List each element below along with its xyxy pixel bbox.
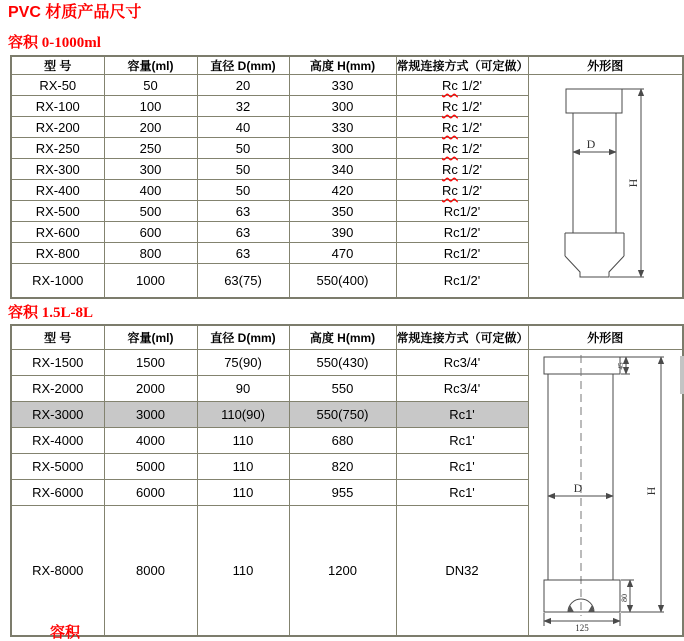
diameter-cell: 40 [197, 117, 289, 138]
diameter-cell: 63 [197, 243, 289, 264]
model-cell: RX-400 [11, 180, 104, 201]
diameter-cell: 110 [197, 428, 289, 454]
model-cell: RX-4000 [11, 428, 104, 454]
diameter-cell: 110 [197, 454, 289, 480]
connection-cell: Rc 1/2' [396, 75, 528, 96]
header-row [11, 56, 683, 75]
diameter-cell: 63 [197, 222, 289, 243]
vessel-base [544, 580, 620, 612]
height-cell: 550 [289, 376, 396, 402]
capacity-cell: 400 [104, 180, 197, 201]
scrollbar-thumb[interactable] [680, 356, 684, 394]
dim-label-d: D [573, 480, 583, 495]
connection-cell: Rc1' [396, 402, 528, 428]
connection-cell: Rc1/2' [396, 222, 528, 243]
vessel-cap [544, 357, 620, 374]
column-header: 直径 D(mm) [197, 325, 289, 350]
diameter-cell: 90 [197, 376, 289, 402]
column-header: 常规连接方式（可定做） [396, 325, 528, 350]
model-cell: RX-200 [11, 117, 104, 138]
height-cell: 390 [289, 222, 396, 243]
model-cell: RX-50 [11, 75, 104, 96]
connection-cell: Rc1/2' [396, 243, 528, 264]
height-cell: 820 [289, 454, 396, 480]
height-cell: 550(430) [289, 350, 396, 376]
model-cell: RX-300 [11, 159, 104, 180]
capacity-cell: 5000 [104, 454, 197, 480]
connection-cell: Rc 1/2' [396, 96, 528, 117]
model-cell: RX-600 [11, 222, 104, 243]
document-page [0, 4, 684, 641]
capacity-cell: 50 [104, 75, 197, 96]
diameter-cell: 63 [197, 201, 289, 222]
connection-cell: Rc1' [396, 428, 528, 454]
column-header: 型 号 [11, 325, 104, 350]
outline-drawing-cell [528, 350, 683, 637]
capacity-cell: 200 [104, 117, 197, 138]
diameter-cell: 32 [197, 96, 289, 117]
capacity-cell: 8000 [104, 506, 197, 637]
model-cell: RX-2000 [11, 376, 104, 402]
table-0-1000ml [10, 55, 684, 299]
dim-label-h: H [644, 486, 659, 495]
capacity-cell: 500 [104, 201, 197, 222]
table-1500-8000ml [10, 324, 684, 641]
model-cell: RX-5000 [11, 454, 104, 480]
section-heading-1500-8000ml: 容积 1.5L-8L [8, 305, 94, 321]
diameter-cell: 50 [197, 159, 289, 180]
connection-cell: Rc3/4' [396, 376, 528, 402]
connection-cell: Rc1' [396, 454, 528, 480]
model-cell: RX-8000 [11, 506, 104, 637]
page-title: PVC 材质产品尺寸 [8, 4, 142, 21]
height-cell: 350 [289, 201, 396, 222]
connection-cell: Rc1/2' [396, 264, 528, 299]
capacity-cell: 600 [104, 222, 197, 243]
capacity-cell: 1500 [104, 350, 197, 376]
height-cell: 1200 [289, 506, 396, 637]
height-cell: 955 [289, 480, 396, 506]
capacity-cell: 6000 [104, 480, 197, 506]
header-row [11, 325, 683, 350]
height-cell: 330 [289, 75, 396, 96]
capacity-cell: 1000 [104, 264, 197, 299]
connection-cell: Rc1' [396, 480, 528, 506]
diameter-cell: 63(75) [197, 264, 289, 299]
column-header: 容量(ml) [104, 325, 197, 350]
connection-cell: Rc 1/2' [396, 138, 528, 159]
misspelled-text: Rc [441, 77, 458, 93]
connection-cell: Rc3/4' [396, 350, 528, 376]
diameter-cell: 50 [197, 180, 289, 201]
model-cell: RX-3000 [11, 402, 104, 428]
height-cell: 300 [289, 96, 396, 117]
connection-cell: Rc 1/2' [396, 117, 528, 138]
clipped-next-heading: 容积 [50, 624, 81, 641]
height-cell: 550(750) [289, 402, 396, 428]
column-header: 直径 D(mm) [197, 56, 289, 75]
misspelled-text: Rc [441, 140, 458, 156]
model-cell: RX-1000 [11, 264, 104, 299]
dim-label-80: 80 [620, 593, 630, 602]
dim-label-45: 45 [617, 362, 626, 369]
dim-label-h: H [626, 178, 641, 188]
vessel-cap [566, 89, 622, 113]
column-header: 容量(ml) [104, 56, 197, 75]
model-cell: RX-500 [11, 201, 104, 222]
column-header: 外形图 [528, 325, 683, 350]
misspelled-text: Rc [441, 182, 458, 198]
connection-cell: DN32 [396, 506, 528, 637]
capacity-cell: 300 [104, 159, 197, 180]
misspelled-text: Rc [441, 119, 458, 135]
column-header: 高度 H(mm) [289, 56, 396, 75]
column-header: 常规连接方式（可定做） [396, 56, 528, 75]
connection-cell: Rc 1/2' [396, 159, 528, 180]
capacity-cell: 100 [104, 96, 197, 117]
misspelled-text: Rc [441, 161, 458, 177]
height-cell: 340 [289, 159, 396, 180]
diameter-cell: 110(90) [197, 402, 289, 428]
misspelled-text: Rc [441, 98, 458, 114]
outline-drawing-cell [528, 75, 683, 299]
vessel-outline-drawing-small [530, 86, 680, 286]
diameter-cell: 75(90) [197, 350, 289, 376]
height-cell: 470 [289, 243, 396, 264]
diameter-cell: 20 [197, 75, 289, 96]
capacity-cell: 800 [104, 243, 197, 264]
connection-cell: Rc 1/2' [396, 180, 528, 201]
diameter-cell: 50 [197, 138, 289, 159]
capacity-cell: 2000 [104, 376, 197, 402]
dim-label-125: 125 [575, 622, 589, 633]
height-cell: 420 [289, 180, 396, 201]
model-cell: RX-1500 [11, 350, 104, 376]
dim-label-d: D [586, 137, 596, 151]
connection-cell: Rc1/2' [396, 201, 528, 222]
vessel-outline-drawing-large [530, 353, 680, 633]
height-cell: 680 [289, 428, 396, 454]
column-header: 外形图 [528, 56, 683, 75]
table-row [11, 75, 683, 96]
height-cell: 300 [289, 138, 396, 159]
model-cell: RX-800 [11, 243, 104, 264]
diameter-cell: 110 [197, 480, 289, 506]
capacity-cell: 3000 [104, 402, 197, 428]
height-cell: 330 [289, 117, 396, 138]
capacity-cell: 4000 [104, 428, 197, 454]
diameter-cell: 110 [197, 506, 289, 637]
model-cell: RX-250 [11, 138, 104, 159]
capacity-cell: 250 [104, 138, 197, 159]
section-heading-0-1000ml: 容积 0-1000ml [8, 35, 101, 51]
height-cell: 550(400) [289, 264, 396, 299]
table-row [11, 350, 683, 376]
model-cell: RX-100 [11, 96, 104, 117]
column-header: 高度 H(mm) [289, 325, 396, 350]
column-header: 型 号 [11, 56, 104, 75]
model-cell: RX-6000 [11, 480, 104, 506]
